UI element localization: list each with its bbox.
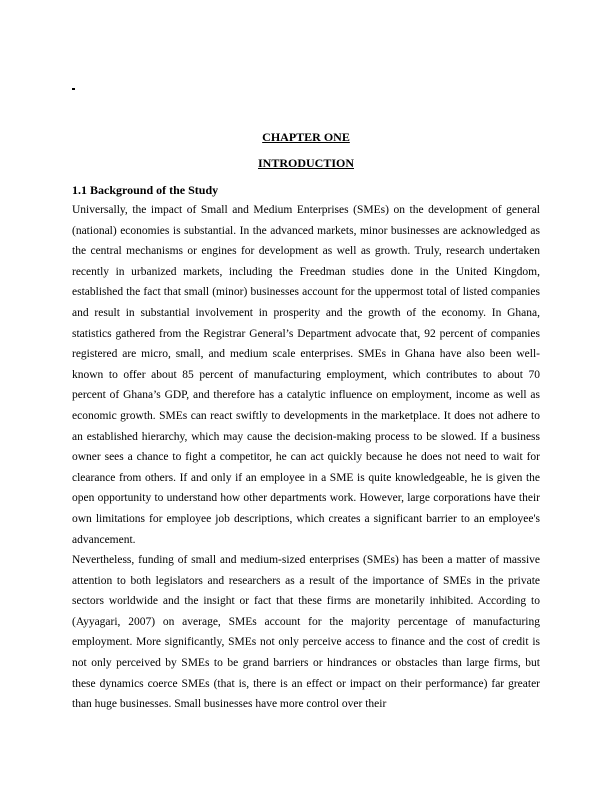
- paragraph-2: Nevertheless, funding of small and medium-sized enterprises (SMEs) has been a matter of massive attention to both legislators and researchers as a result of the importance of SMEs in the private sectors worldwide and the insight or fact that these firms are monetarily inhibited. According to (Ayyagari, 2007) on average, SMEs account for the majority percentage of manufacturing employment. More significantly, SMEs not only perceive access to finance and the cost of credit is not only perceived by SMEs to be grand barriers or hindrances or obstacles than large firms, but these dynamics coerce SMEs (that is, there is an effect or impact on their performance) far greater than huge businesses. Small businesses have more control over their: [72, 554, 540, 711]
- paragraph-1: Universally, the impact of Small and Medium Enterprises (SMEs) on the development of general (national) economies is substantial. In the advanced markets, minor businesses are acknowledged as the central mechanisms or engines for development as well as growth. Truly, research undertaken recently in urbanized markets, including the Freedman studies done in the United Kingdom, established the fact that small (minor) businesses account for the uppermost total of listed companies and result in substantial involvement in prosperity and the growth of the economy. In Ghana, statistics gathered from the Registrar General’s Department advocate that, 92 percent of companies registered are micro, small, and medium scale enterprises. SMEs in Ghana have also been well-known to offer about 85 percent of manufacturing employment, which contributes to about 70 percent of Ghana’s GDP, and therefore has a catalytic influence on employment, income as well as economic growth. SMEs can react swiftly to developments in the marketplace. It does not adhere to an established hierarchy, which may cause the decision-making process to be slowed. If a business owner sees a chance to fight a competitor, he can act quickly because he does not need to wait for clearance from others. If and only if an employee in a SME is quite knowledgeable, he is given the open opportunity to understand how other departments work. However, large corporations have their own limitations for employee job descriptions, which creates a significant barrier to an employee's advancement.: [72, 204, 540, 546]
- chapter-label: CHAPTER ONE: [262, 130, 350, 144]
- body-text: [72, 200, 540, 715]
- page-marker: [72, 88, 75, 90]
- section-heading: 1.1 Background of the Study: [72, 183, 219, 197]
- chapter-title: INTRODUCTION: [257, 156, 354, 170]
